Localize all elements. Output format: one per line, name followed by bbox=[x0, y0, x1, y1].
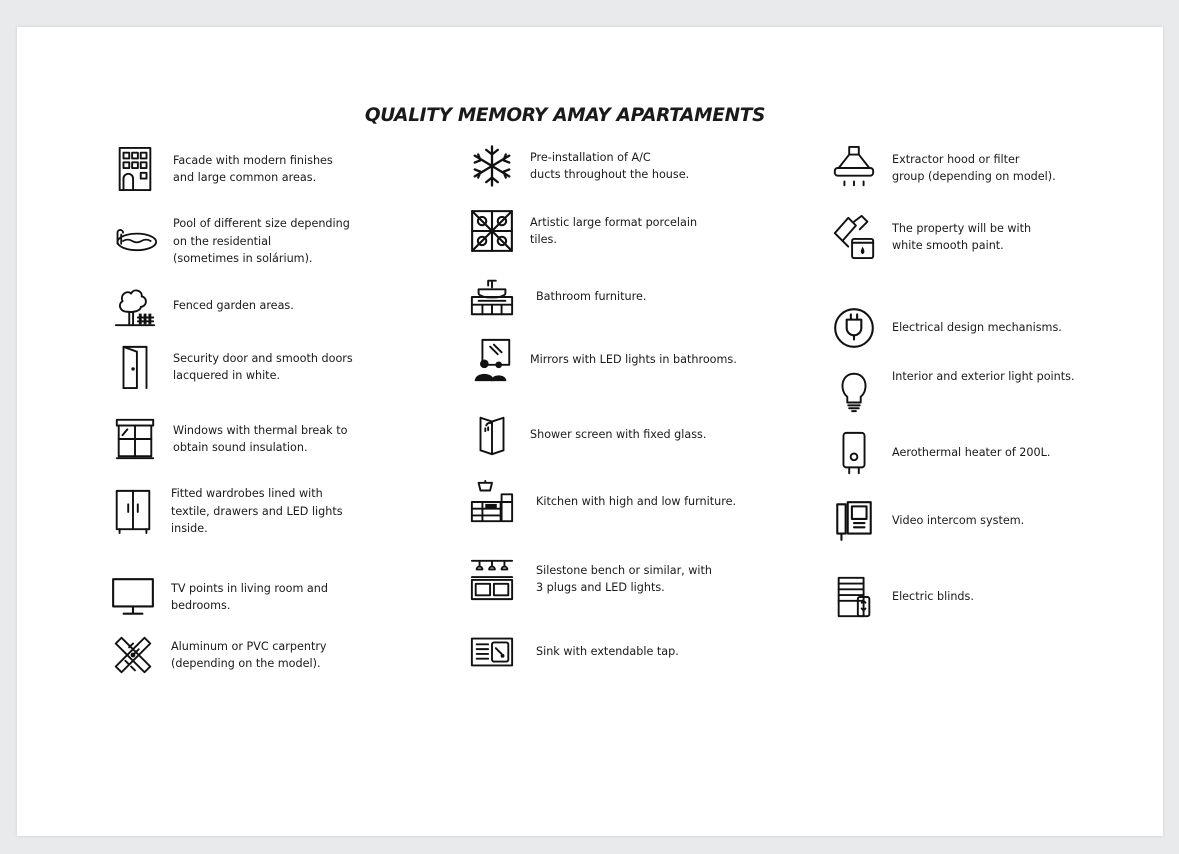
feature-text: Extractor hood or filter group (depending on model). bbox=[892, 152, 1056, 183]
countertop-icon bbox=[468, 555, 516, 603]
feature-text: Mirrors with LED lights in bathrooms. bbox=[530, 353, 737, 367]
feature-text: Fitted wardrobes lined with textile, drawers and LED lights inside. bbox=[171, 487, 343, 535]
feature-electrical bbox=[830, 304, 1062, 352]
extractor-hood-icon bbox=[830, 144, 878, 192]
feature-text: Kitchen with high and low furniture. bbox=[536, 495, 737, 509]
door-icon bbox=[111, 343, 159, 391]
feature-text: Windows with thermal break to obtain sound insulation. bbox=[173, 423, 348, 454]
feature-lights bbox=[830, 367, 1075, 415]
feature-intercom bbox=[830, 497, 1024, 545]
document-page bbox=[17, 27, 1163, 836]
feature-text: Sink with extendable tap. bbox=[536, 645, 679, 659]
feature-bench bbox=[468, 555, 712, 603]
feature-paint bbox=[830, 213, 1031, 261]
feature-ac bbox=[468, 142, 689, 190]
intercom-icon bbox=[830, 497, 878, 545]
window-icon bbox=[111, 415, 159, 463]
feature-windows bbox=[111, 415, 347, 463]
feature-text: Electrical design mechanisms. bbox=[892, 321, 1062, 335]
tree-fence-icon bbox=[111, 282, 159, 330]
feature-sink bbox=[468, 628, 679, 676]
document-title: QUALITY MEMORY AMAY APARTAMENTS bbox=[364, 105, 766, 126]
snowflake-icon bbox=[468, 142, 516, 190]
feature-hood bbox=[830, 144, 1056, 192]
feature-heater bbox=[830, 429, 1050, 477]
feature-garden bbox=[111, 282, 294, 330]
feature-shower bbox=[468, 411, 706, 459]
feature-text: Aluminum or PVC carpentry (depending on the model). bbox=[171, 639, 327, 670]
paint-icon bbox=[830, 213, 878, 261]
feature-text: Electric blinds. bbox=[892, 590, 974, 604]
feature-text: Security door and smooth doors lacquered in white. bbox=[173, 351, 353, 382]
feature-mirrors bbox=[468, 336, 737, 384]
feature-text: Interior and exterior light points. bbox=[892, 370, 1075, 384]
feature-text: Shower screen with fixed glass. bbox=[530, 428, 707, 442]
kitchen-icon bbox=[468, 478, 516, 526]
feature-text: TV points in living room and bedrooms. bbox=[171, 581, 328, 612]
feature-text: Silestone bench or similar, with 3 plugs and LED lights. bbox=[536, 563, 713, 594]
plug-icon bbox=[830, 304, 878, 352]
feature-text: Bathroom furniture. bbox=[536, 290, 647, 304]
feature-text: Fenced garden areas. bbox=[173, 299, 294, 313]
feature-facade bbox=[111, 145, 333, 193]
tv-icon bbox=[109, 573, 157, 621]
feature-pool bbox=[111, 215, 350, 268]
tiles-icon bbox=[468, 207, 516, 255]
sink-tap-icon bbox=[468, 628, 516, 676]
mirror-icon bbox=[468, 336, 516, 384]
building-icon bbox=[111, 145, 159, 193]
feature-blinds bbox=[830, 573, 974, 621]
feature-door bbox=[111, 343, 353, 391]
pool-icon bbox=[111, 217, 159, 265]
feature-tiles bbox=[468, 207, 697, 255]
feature-text: Video intercom system. bbox=[892, 514, 1025, 528]
lightbulb-icon bbox=[830, 367, 878, 415]
feature-text: Pool of different size depending on the residential (sometimes in solárium). bbox=[173, 217, 350, 265]
blinds-icon bbox=[830, 573, 878, 621]
shower-icon bbox=[468, 411, 516, 459]
water-heater-icon bbox=[830, 429, 878, 477]
feature-kitchen bbox=[468, 478, 736, 526]
feature-text: Facade with modern finishes and large common areas. bbox=[173, 153, 333, 184]
bathroom-sink-icon bbox=[468, 273, 516, 321]
feature-bathroom bbox=[468, 273, 646, 321]
tools-icon bbox=[109, 631, 157, 679]
feature-text: Pre-installation of A/C ducts throughout the house. bbox=[530, 150, 690, 181]
feature-text: Aerothermal heater of 200L. bbox=[892, 446, 1051, 460]
feature-carpentry bbox=[109, 631, 327, 679]
feature-text: The property will be with white smooth paint. bbox=[892, 221, 1032, 252]
feature-tv bbox=[109, 573, 328, 621]
wardrobe-icon bbox=[109, 487, 157, 535]
feature-text: Artistic large format porcelain tiles. bbox=[530, 215, 698, 246]
feature-wardrobes bbox=[109, 485, 343, 538]
